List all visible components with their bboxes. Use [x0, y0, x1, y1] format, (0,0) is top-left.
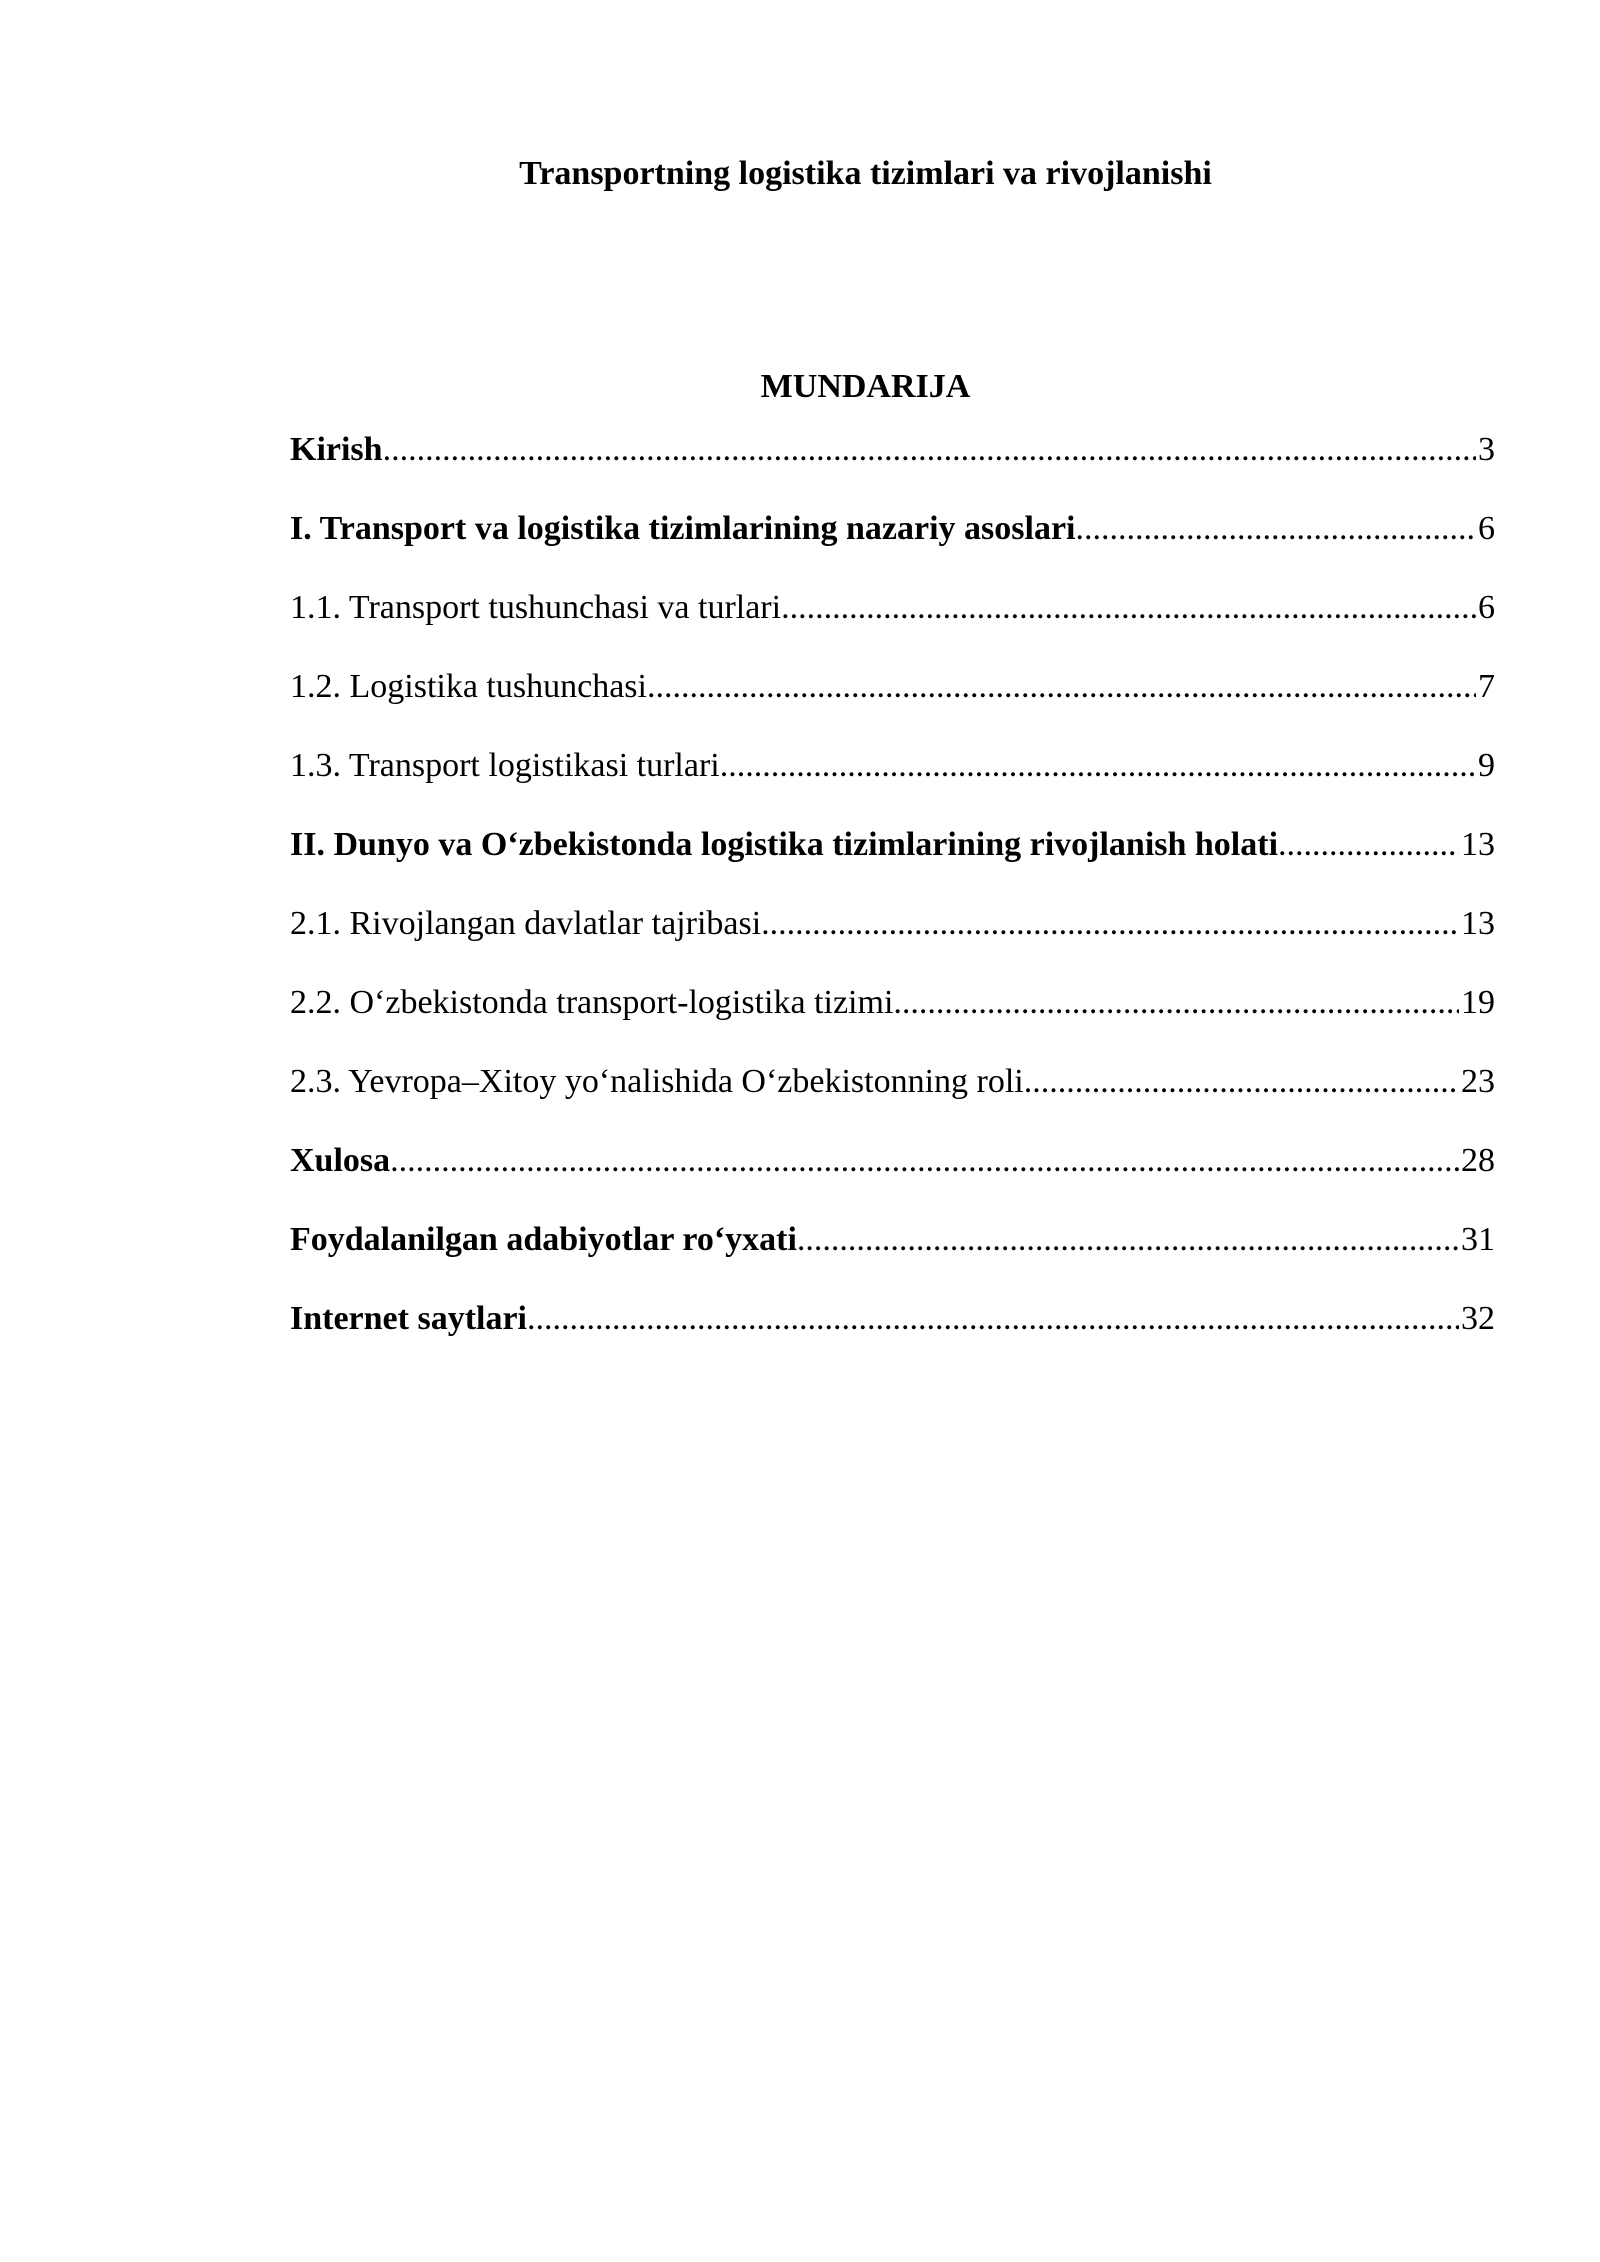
- toc-dot-leader: [1024, 1059, 1459, 1105]
- toc-entry[interactable]: [290, 901, 1495, 980]
- toc-page-number: 23: [1461, 1063, 1495, 1100]
- toc-dot-leader: [893, 980, 1459, 1026]
- toc-entry[interactable]: [290, 822, 1495, 901]
- toc-entry-title: 2.1. Rivojlangan davlatlar tajribasi: [290, 905, 762, 942]
- toc-heading: MUNDARIJA: [760, 368, 971, 405]
- toc-entry[interactable]: [290, 585, 1495, 664]
- toc-entry[interactable]: [290, 506, 1495, 585]
- toc-entry[interactable]: [290, 1059, 1495, 1138]
- toc-page-number: 9: [1478, 747, 1495, 784]
- toc-page-number: 3: [1478, 431, 1495, 468]
- toc-dot-leader: [761, 901, 1459, 947]
- toc-entry-title: 1.2. Logistika tushunchasi: [290, 668, 647, 705]
- toc-page-number: 6: [1478, 589, 1495, 626]
- toc-entry[interactable]: [290, 743, 1495, 822]
- toc-entry-title: Kirish: [290, 431, 383, 468]
- toc-dot-leader: [527, 1296, 1459, 1342]
- toc-entry-title: 2.3. Yevropa–Xitoy yo‘nalishida O‘zbekistonning roli: [290, 1063, 1024, 1100]
- toc-entry-title: Internet saytlari: [290, 1300, 528, 1337]
- table-of-contents: [290, 427, 1495, 1375]
- toc-page-number: 7: [1478, 668, 1495, 705]
- toc-entry[interactable]: [290, 1217, 1495, 1296]
- toc-dot-leader: [390, 1138, 1459, 1184]
- toc-page-number: 19: [1461, 984, 1495, 1021]
- toc-entry-title: Xulosa: [290, 1142, 391, 1179]
- toc-entry[interactable]: [290, 980, 1495, 1059]
- toc-entry[interactable]: [290, 1138, 1495, 1217]
- toc-dot-leader: [781, 585, 1476, 631]
- toc-entry-title: 1.3. Transport logistikasi turlari: [290, 747, 720, 784]
- toc-page-number: 13: [1461, 826, 1495, 863]
- toc-entry-title: 2.2. O‘zbekistonda transport-logistika tizimi: [290, 984, 894, 1021]
- toc-entry-title: Foydalanilgan adabiyotlar ro‘yxati: [290, 1221, 797, 1258]
- toc-page-number: 6: [1478, 510, 1495, 547]
- document-title: Transportning logistika tizimlari va rivojlanishi: [519, 155, 1212, 192]
- toc-dot-leader: [383, 427, 1476, 473]
- toc-page-number: 32: [1461, 1300, 1495, 1337]
- toc-page-number: 28: [1461, 1142, 1495, 1179]
- toc-entry[interactable]: [290, 664, 1495, 743]
- toc-entry-title: 1.1. Transport tushunchasi va turlari: [290, 589, 782, 626]
- toc-dot-leader: [1278, 822, 1459, 868]
- toc-dot-leader: [797, 1217, 1459, 1263]
- toc-entry[interactable]: [290, 427, 1495, 506]
- toc-entry-title: II. Dunyo va O‘zbekistonda logistika tizimlarining rivojlanish holati: [290, 826, 1279, 863]
- toc-page-number: 13: [1461, 905, 1495, 942]
- toc-entry-title: I. Transport va logistika tizimlarining nazariy asoslari: [290, 510, 1076, 547]
- toc-dot-leader: [720, 743, 1476, 789]
- toc-dot-leader: [647, 664, 1476, 710]
- toc-dot-leader: [1076, 506, 1477, 552]
- toc-entry[interactable]: [290, 1296, 1495, 1375]
- toc-page-number: 31: [1461, 1221, 1495, 1258]
